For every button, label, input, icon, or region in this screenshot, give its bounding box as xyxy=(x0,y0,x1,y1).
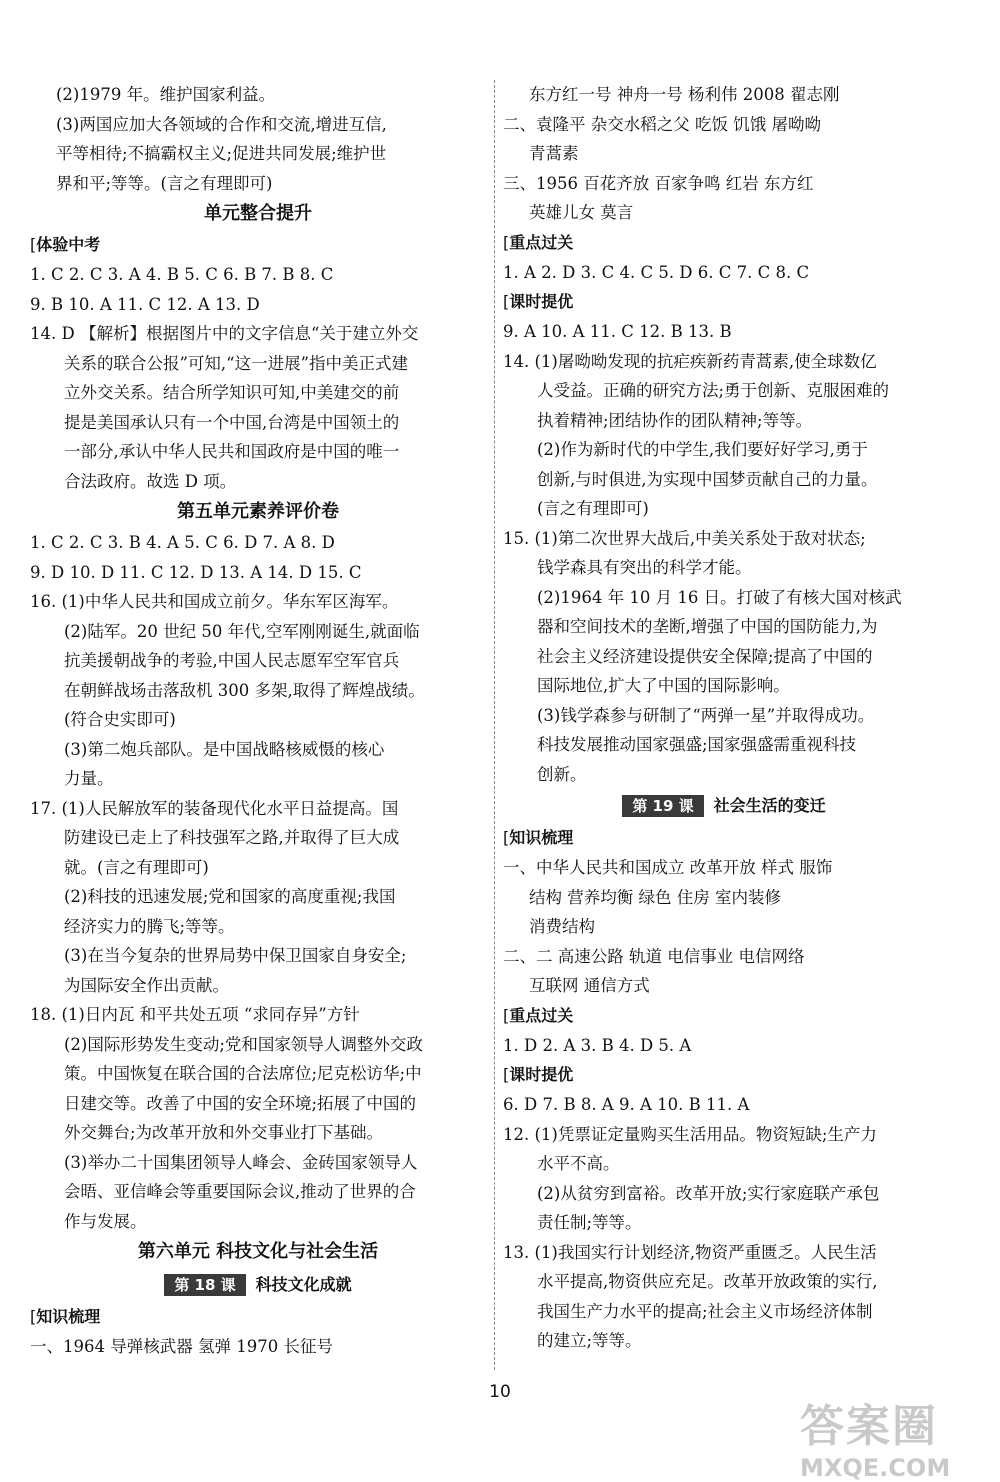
text-line: 1. D 2. A 3. B 4. D 5. A xyxy=(503,1035,692,1055)
text-line: (2)1964 年 10 月 16 日。打破了有核大国对核武 xyxy=(537,587,902,607)
text-line: 日建交等。改善了中国的安全环境;拓展了中国的 xyxy=(64,1093,417,1113)
text-line: 1. C 2. C 3. A 4. B 5. C 6. B 7. B 8. C xyxy=(30,265,334,284)
lesson-badge: 第 18 课 xyxy=(164,1274,245,1296)
text-line: 力量。 xyxy=(64,769,114,788)
text-line: 消费结构 xyxy=(529,917,595,936)
text-line: (2)陆军。20 世纪 50 年代,空军刚刚诞生,就面临 xyxy=(64,621,420,641)
bracket-icon: [ xyxy=(503,292,510,311)
text-line: 人受益。正确的研究方法;勇于创新、克服困难的 xyxy=(537,381,890,400)
watermark-text: 答案圈 xyxy=(800,1401,938,1452)
section-label xyxy=(503,1060,945,1090)
text-line: (2)科技的迅速发展;党和国家的高度重视;我国 xyxy=(64,887,396,906)
text-line: 策。中国恢复在联合国的合法席位;尼克松访华;中 xyxy=(64,1064,422,1083)
text-line: 9. D 10. D 11. C 12. D 13. A 14. D 15. C xyxy=(30,562,362,582)
text-line: (3)钱学森参与研制了“两弹一星”并取得成功。 xyxy=(537,705,875,725)
bracket-icon: [ xyxy=(30,1307,37,1326)
text-line: 三、1956 百花齐放 百家争鸣 红岩 东方红 xyxy=(503,173,814,193)
text-line: 抗美援朝战争的考验,中国人民志愿军空军官兵 xyxy=(64,651,400,670)
text-line: 一、1964 导弹核武器 氢弹 1970 长征号 xyxy=(30,1337,333,1356)
text-line: 18. (1)日内瓦 和平共处五项 “求同存异”方针 xyxy=(30,1005,360,1024)
text-line: 提是美国承认只有一个中国,台湾是中国领土的 xyxy=(64,412,400,432)
section-label-text: 课时提优 xyxy=(509,292,574,311)
text-line: 创新。 xyxy=(537,764,587,784)
text-line: 9. A 10. A 11. C 12. B 13. B xyxy=(503,322,732,341)
text-line: 责任制;等等。 xyxy=(537,1213,642,1232)
text-line: 界和平;等等。(言之有理即可) xyxy=(56,173,273,193)
text-line: 我国生产力水平的提高;社会主义市场经济体制 xyxy=(537,1301,873,1321)
text-line: 青蒿素 xyxy=(529,144,579,163)
text-line: 钱学森具有突出的科学才能。 xyxy=(537,558,752,577)
section-heading: 第五单元素养评价卷 xyxy=(177,501,339,522)
section-label-text: 课时提优 xyxy=(509,1065,574,1084)
bracket-icon: [ xyxy=(503,232,510,252)
text-line: 为国际安全作出贡献。 xyxy=(64,975,229,995)
text-line: 一、中华人民共和国成立 改革开放 样式 服饰 xyxy=(503,858,833,877)
section-label xyxy=(503,1001,945,1031)
text-line: 执着精神;团结协作的团队精神;等等。 xyxy=(537,410,813,430)
text-line: 1. C 2. C 3. B 4. A 5. C 6. D 7. A 8. D xyxy=(30,533,335,552)
text-line: 防建设已走上了科技强军之路,并取得了巨大成 xyxy=(64,828,400,847)
text-line: 国际地位,扩大了中国的国际影响。 xyxy=(537,676,790,695)
section-label-text: 体验中考 xyxy=(36,235,101,254)
text-line: 的建立;等等。 xyxy=(537,1331,642,1350)
section-label-text: 重点过关 xyxy=(509,1005,574,1025)
section-heading: 第六单元 科技文化与社会生活 xyxy=(137,1241,379,1262)
text-line: 14. D 【解析】根据图片中的文字信息“关于建立外交 xyxy=(30,324,419,343)
text-line: 合法政府。故选 D 项。 xyxy=(64,471,237,491)
right-column xyxy=(503,80,945,1356)
text-line: 14. (1)屠呦呦发现的抗疟疾新药青蒿素,使全球数亿 xyxy=(503,351,877,371)
section-label-text: 知识梳理 xyxy=(36,1307,101,1326)
text-line: 创新,与时俱进,为实现中国梦贡献自己的力量。 xyxy=(537,469,878,489)
section-label xyxy=(503,228,945,258)
text-line: 15. (1)第二次世界大战后,中美关系处于敌对状态; xyxy=(503,528,866,548)
text-line: 器和空间技术的垄断,增强了中国的国防能力,为 xyxy=(537,617,878,636)
text-line: 9. B 10. A 11. C 12. A 13. D xyxy=(30,294,260,314)
left-column xyxy=(30,80,486,1362)
text-line: 12. (1)凭票证定量购买生活用品。物资短缺;生产力 xyxy=(503,1124,877,1144)
text-line: 二、二 高速公路 轨道 电信事业 电信网络 xyxy=(503,946,805,966)
lesson-title: 科技文化成就 xyxy=(255,1275,352,1294)
lesson-badge: 第 19 课 xyxy=(622,795,703,817)
text-line: 一部分,承认中华人民共和国政府是中国的唯一 xyxy=(64,442,400,461)
text-line: 经济实力的腾飞;等等。 xyxy=(64,916,235,936)
bracket-icon: [ xyxy=(503,1005,510,1025)
lesson-title: 社会生活的变迁 xyxy=(713,796,826,815)
section-label xyxy=(30,230,486,260)
text-line: (3)两国应加大各领域的合作和交流,增进互信, xyxy=(56,114,387,134)
text-line: 二、袁隆平 杂交水稻之父 吃饭 饥饿 屠呦呦 xyxy=(503,114,821,134)
text-line: (2)国际形势发生变动;党和国家领导人调整外交政 xyxy=(64,1034,423,1054)
text-line: 17. (1)人民解放军的装备现代化水平日益提高。国 xyxy=(30,798,399,818)
text-line: 平等相待;不搞霸权主义;促进共同发展;维护世 xyxy=(56,144,387,163)
text-line: (3)在当今复杂的世界局势中保卫国家自身安全; xyxy=(64,946,407,965)
bracket-icon: [ xyxy=(503,1065,510,1084)
page-number: 10 xyxy=(489,1382,511,1402)
lesson-header xyxy=(30,1268,486,1302)
section-label xyxy=(503,287,945,317)
text-line: 东方红一号 神舟一号 杨利伟 2008 翟志刚 xyxy=(529,85,840,104)
text-line: (言之有理即可) xyxy=(537,499,649,518)
text-line: 作与发展。 xyxy=(64,1211,147,1231)
text-line: (符合史实即可) xyxy=(64,710,176,729)
text-line: (3)举办二十国集团领导人峰会、金砖国家领导人 xyxy=(64,1152,418,1172)
text-line: 关系的联合公报”可知,“这一进展”指中美正式建 xyxy=(64,353,409,373)
section-label-text: 知识梳理 xyxy=(509,828,574,847)
bracket-icon: [ xyxy=(30,235,37,254)
bracket-icon: [ xyxy=(503,828,510,847)
section-label xyxy=(503,823,945,853)
watermark-url: MXQE.COM xyxy=(800,1454,951,1482)
text-line: 英雄儿女 莫言 xyxy=(529,203,634,222)
text-line: 外交舞台;为改革开放和外交事业打下基础。 xyxy=(64,1123,384,1142)
text-line: 水平提高,物资供应充足。改革开放政策的实行, xyxy=(537,1272,878,1291)
column-divider xyxy=(494,80,495,1370)
text-line: 16. (1)中华人民共和国成立前夕。华东军区海军。 xyxy=(30,592,399,611)
text-line: (2)1979 年。维护国家利益。 xyxy=(56,85,276,104)
text-line: 立外交关系。结合所学知识可知,中美建交的前 xyxy=(64,383,400,402)
text-line: 互联网 通信方式 xyxy=(529,976,650,995)
text-line: 水平不高。 xyxy=(537,1154,620,1173)
text-line: (2)从贫穷到富裕。改革开放;实行家庭联产承包 xyxy=(537,1183,880,1203)
text-line: (3)第二炮兵部队。是中国战略核威慑的核心 xyxy=(64,739,385,759)
text-line: 6. D 7. B 8. A 9. A 10. B 11. A xyxy=(503,1095,750,1114)
text-line: (2)作为新时代的中学生,我们要好好学习,勇于 xyxy=(537,440,868,459)
section-label xyxy=(30,1302,486,1332)
text-line: 就。(言之有理即可) xyxy=(64,857,209,877)
lesson-header xyxy=(503,789,945,823)
text-line: 社会主义经济建设提供安全保障;提高了中国的 xyxy=(537,646,873,666)
section-heading: 单元整合提升 xyxy=(204,203,312,224)
text-line: 科技发展推动国家强盛;国家强盛需重视科技 xyxy=(537,735,857,754)
text-line: 1. A 2. D 3. C 4. C 5. D 6. C 7. C 8. C xyxy=(503,262,810,282)
text-line: 结构 营养均衡 绿色 住房 室内装修 xyxy=(529,887,781,907)
text-line: 13. (1)我国实行计划经济,物资严重匮乏。人民生活 xyxy=(503,1242,877,1262)
text-line: 在朝鲜战场击落敌机 300 多架,取得了辉煌战绩。 xyxy=(64,680,425,700)
section-label-text: 重点过关 xyxy=(509,232,574,252)
watermark-logo xyxy=(800,1390,950,1482)
text-line: 会晤、亚信峰会等重要国际会议,推动了世界的合 xyxy=(64,1182,416,1201)
